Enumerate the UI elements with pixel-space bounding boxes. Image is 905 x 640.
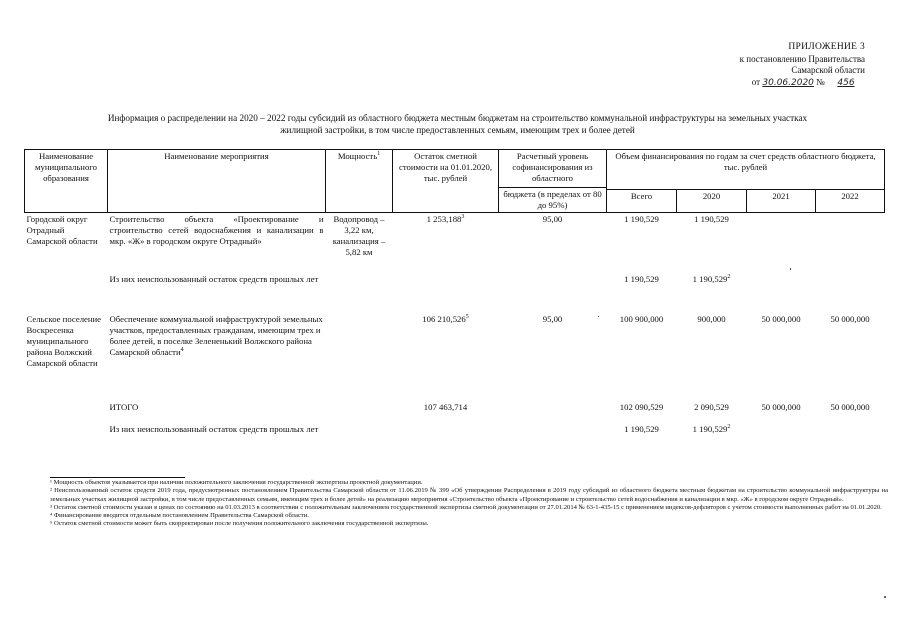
cell-2020: 1 190,529$^2$ [692,424,731,434]
header-capacity: Мощность$^1$ [326,150,393,213]
title-line-2: жилищной застройки, в том числе предоставленных семьям, имеющим трех и более детей [280,125,635,135]
header-measure: Наименование мероприятия [108,150,326,213]
cell-2021: 50 000,000 [761,314,801,324]
table-row-voskresenka [25,313,885,401]
subsidy-distribution-table [24,149,885,451]
table-row-total [25,401,885,423]
number-prefix: № [816,76,825,87]
cell-measure: Из них неиспользованный остаток средств прошлых лет [109,274,319,284]
cell-2021 [747,213,816,274]
table-row-otradny-unused [25,273,885,313]
cell-2020: 1 190,529$^2$ [692,274,731,284]
appendix-date-line [685,77,865,90]
date-prefix: от [751,76,761,87]
header-municipality: Наименование муниципального образования [25,150,108,213]
footnote-1: ¹ Мощность объектов указывается при наличии положительного заключения государственной экспертизы проектной документации. [50,479,423,486]
cell-measure: Обеспечение коммунальной инфраструктурой земельных участков, предоставленных гражданам, имеющим трех и более детей, в поселке Зелененький Волжского района Самарской области$^4$ [109,314,323,357]
cell-capacity [326,313,393,401]
header-total: Всего [607,190,677,213]
cell-remaining-cost: 107 463,714 [423,402,468,412]
footnote-4: ⁴ Финансирование вводится отдельным постановлением Правительства Самарской области. [50,512,309,520]
appendix-region-line: Самарской области [791,65,865,75]
footnote-5: ⁵ Остаток сметной стоимости может быть скорректирован после получения положительного заключения государственной экспертизы. [50,520,429,528]
header-2020: 2020 [677,190,747,213]
cell-2020: 2 090,529 [694,402,729,412]
header-cofinancing-top: Расчетный уровень софинансирования из областного [512,151,593,183]
cell-total: 1 190,529 [624,214,659,224]
header-funding: Объем финансирования по годам за счет средств областного бюджета, тыс. рублей [607,150,885,190]
cell-total: 1 190,529 [624,274,659,284]
scan-speck [790,268,791,270]
cell-municipality: Городской округ Отрадный Самарской области [26,214,98,246]
cell-total: 102 090,529 [619,402,664,412]
table-row-total-unused [25,423,885,451]
scan-speck [884,596,886,598]
scan-speck [598,316,599,317]
cell-cofinancing: 95,00 [542,214,563,224]
cell-2020: 900,000 [697,314,726,324]
cell-cofinancing: 95,00 [542,314,563,324]
cell-remaining-cost: 1 253,188$^3$ [426,214,465,224]
cell-measure: Из них неиспользованный остаток средств прошлых лет [109,424,319,434]
header-cofinancing [499,150,607,213]
cell-measure: Строительство объекта «Проектирование и строительство сетей водоснабжения и канализации в мкр. «Ж» в городском округе Отрадный» [109,214,324,246]
footnote-2: ² Неиспользованный остаток средств 2019 года, предусмотренных постановлением Правительства Самарской области от 11.06.2019 № 399 «Об утверждении Распределения в 2019 году субсидий из областного бюджета местным бюджетам на строительство коммунальной инфраструктуры на земельных участках жилищной застройки, в том числе предоставленных семьям, имеющим трех и более детей» на реализацию мероприятия «Строительство объекта «Проектирование и строительство сетей водоснабжения и канализации в мкр. «Ж» в городском округе Отрадный». [50,487,888,503]
appendix-header [685,42,865,89]
header-remaining-cost: Остаток сметной стоимости на 01.01.2020, тыс. рублей [393,150,499,213]
cell-2021: 50 000,000 [761,402,801,412]
footnote-3: ³ Остаток сметной стоимости указан в ценах по состоянию на 01.03.2013 в соответствии с положительным заключением государственной экспертизы сметной документации от 27.01.2014 № 63-1-435-15 с применением индексов-дефляторов с учетом стоимости выполненных работ на 01.01.2020. [50,503,882,511]
footnote-divider [50,477,185,478]
header-2021: 2021 [747,190,816,213]
header-2022: 2022 [816,190,885,213]
cell-total: 100 900,000 [619,314,664,324]
cell-municipality: Сельское поселение Воскресенка муниципального района Волжский Самарской области [26,314,102,368]
header-cofinancing-bottom: бюджета (в пределах от 80 до 95%) [499,187,606,212]
cell-remaining-cost: 106 210,526$^5$ [422,314,469,324]
cell-2022 [816,213,885,274]
appendix-title: ПРИЛОЖЕНИЕ 3 [788,42,865,52]
header-row [25,150,885,190]
cell-2022: 50 000,000 [830,402,870,412]
handwritten-date: 30.06.2020 [762,77,814,88]
appendix-resolution-line: к постановлению Правительства [739,53,865,64]
footnotes [50,477,888,529]
document-title [25,112,890,136]
cell-2020: 1 190,529 [694,214,729,224]
cell-capacity: Водопровод – 3,22 км, канализация – 5,82 км [332,214,386,257]
cell-total-label: ИТОГО [109,402,139,412]
cell-total: 1 190,529 [624,424,659,434]
cell-2022: 50 000,000 [830,314,870,324]
handwritten-number: 456 [837,77,855,88]
title-line-1: Информация о распределении на 2020 – 2022 годы субсидий из областного бюджета местным бюджетам на строительство коммунальной инфраструктуры на земельных участках [107,113,808,123]
table-row-otradny [25,213,885,274]
